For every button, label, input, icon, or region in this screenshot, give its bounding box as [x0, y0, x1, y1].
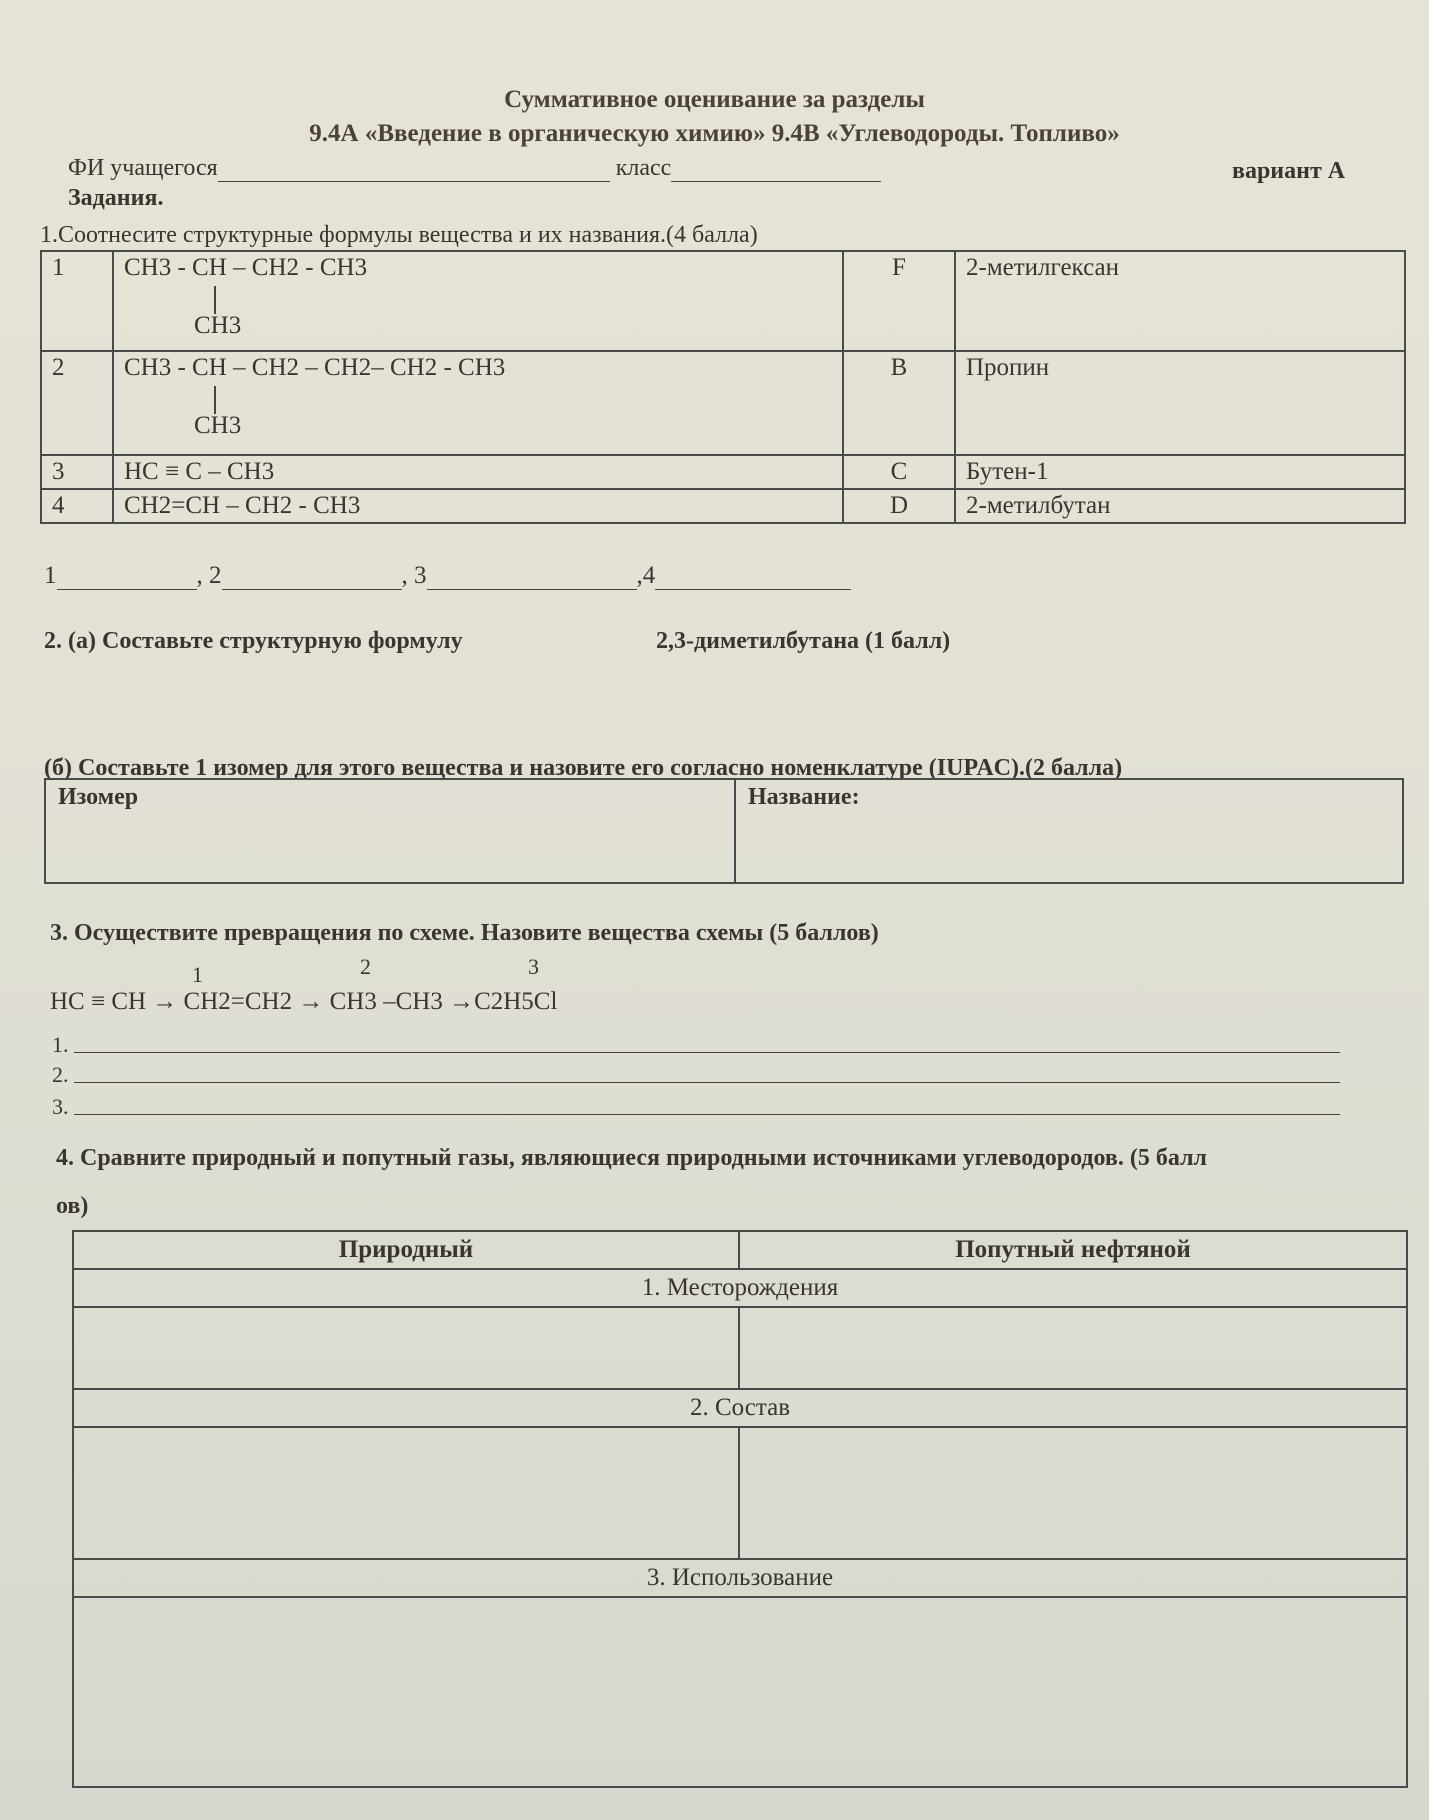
formula-branch	[124, 382, 832, 444]
answer-field[interactable]	[222, 568, 402, 590]
answer-label: 1	[44, 562, 57, 589]
title-line-2: 9.4А «Введение в органическую химию» 9.4В «Углеводороды. Топливо»	[309, 120, 1120, 147]
answer-field[interactable]	[427, 568, 637, 590]
line-rule	[74, 1082, 1340, 1083]
bond-line	[214, 286, 216, 314]
row-number: 4	[41, 489, 113, 523]
line-rule	[74, 1052, 1340, 1053]
question-4-prompt: 4. Сравните природный и попутный газы, являющиеся природными источниками углеводородов. (5 балл	[56, 1145, 1208, 1171]
name-cell[interactable]: Название:	[735, 779, 1403, 883]
column-header: Природный	[73, 1231, 739, 1269]
class-field[interactable]	[671, 160, 881, 182]
question-2b-prompt: (б) Составьте 1 изомер для этого вещества и назовите его согласно номенклатуре (IUPAC).(2 балла)	[44, 755, 1123, 781]
line-rule	[74, 1114, 1340, 1115]
tasks-label: Задания.	[68, 185, 164, 211]
title-line-1: Суммативное оценивание за разделы	[504, 86, 925, 113]
step-number: 3	[528, 954, 539, 979]
student-label: ФИ учащегося	[68, 155, 218, 181]
answer-field[interactable]	[655, 568, 851, 590]
table-row	[41, 351, 1405, 455]
student-line	[68, 155, 881, 182]
table-row	[41, 489, 1405, 523]
answer-cell[interactable]	[73, 1307, 739, 1389]
table-row	[73, 1597, 1407, 1787]
table-row	[73, 1559, 1407, 1597]
answer-cell[interactable]	[739, 1307, 1407, 1389]
answer-letter: D	[843, 489, 955, 523]
branch-group: CH3	[194, 412, 242, 439]
question-1-prompt: 1.Соотнесите структурные формулы вещества и их названия.(4 балла)	[40, 222, 758, 248]
table-row	[73, 1307, 1407, 1389]
formula-branch	[124, 282, 832, 344]
compound-name: 2-метилгексан	[955, 251, 1405, 351]
formula: CH2=CH – CH2 - CH3	[113, 489, 843, 523]
matching-table	[40, 250, 1406, 524]
bond-line	[214, 386, 216, 414]
question-2a-prompt: 2. (а) Составьте структурную формулу	[44, 628, 463, 654]
formula: HC ≡ C – CH3	[113, 455, 843, 489]
question-3-prompt: 3. Осуществите превращения по схеме. Назовите вещества схемы (5 баллов)	[50, 920, 879, 946]
compound-name: Бутен-1	[955, 455, 1405, 489]
isomer-table	[44, 778, 1404, 884]
answer-letter: B	[843, 351, 955, 455]
isomer-cell[interactable]: Изомер	[45, 779, 735, 883]
answer-line[interactable]	[52, 1094, 1352, 1120]
step-number: 1	[192, 962, 203, 987]
variant-label: вариант А	[1232, 158, 1346, 184]
answer-letter: C	[843, 455, 955, 489]
line-number: 2.	[52, 1062, 69, 1087]
line-number: 1.	[52, 1032, 69, 1057]
table-row	[73, 1231, 1407, 1269]
compound-name: Пропин	[955, 351, 1405, 455]
table-row	[73, 1389, 1407, 1427]
student-name-field[interactable]	[218, 160, 610, 182]
answer-label: ,4	[636, 562, 656, 589]
formula: CH3 - CH – CH2 - CH3	[124, 254, 368, 281]
row-number: 3	[41, 455, 113, 489]
answer-cell[interactable]	[73, 1427, 739, 1559]
comparison-table	[72, 1230, 1408, 1788]
reaction-scheme: HC ≡ CH → CH2=CH2 → CH3 –CH3 →C2H5Cl	[50, 988, 558, 1015]
compound-name: 2-метилбутан	[955, 489, 1405, 523]
answer-field[interactable]	[57, 568, 197, 590]
step-number: 2	[360, 954, 371, 979]
answer-line[interactable]	[52, 1062, 1352, 1088]
question-2a-compound: 2,3-диметилбутана (1 балл)	[656, 628, 951, 654]
formula-cell	[113, 251, 843, 351]
answer-label: , 3	[401, 562, 427, 589]
answer-cell[interactable]	[73, 1597, 1407, 1787]
matching-answers	[44, 562, 851, 590]
table-row	[73, 1269, 1407, 1307]
line-number: 3.	[52, 1094, 69, 1119]
section-header: 3. Использование	[73, 1559, 1407, 1597]
branch-group: CH3	[194, 312, 242, 339]
class-label: класс	[615, 155, 672, 181]
table-row	[41, 455, 1405, 489]
column-header: Попутный нефтяной	[739, 1231, 1407, 1269]
formula-cell	[113, 351, 843, 455]
section-header: 2. Состав	[73, 1389, 1407, 1427]
table-row	[73, 1427, 1407, 1559]
row-number: 1	[41, 251, 113, 351]
answer-line[interactable]	[52, 1032, 1352, 1058]
formula: CH3 - CH – CH2 – CH2– CH2 - CH3	[124, 354, 506, 381]
section-header: 1. Месторождения	[73, 1269, 1407, 1307]
answer-cell[interactable]	[739, 1427, 1407, 1559]
row-number: 2	[41, 351, 113, 455]
answer-label: , 2	[196, 562, 222, 589]
table-row	[41, 251, 1405, 351]
table-row	[45, 779, 1403, 883]
question-4-prompt-cont: ов)	[56, 1193, 89, 1219]
answer-letter: F	[843, 251, 955, 351]
